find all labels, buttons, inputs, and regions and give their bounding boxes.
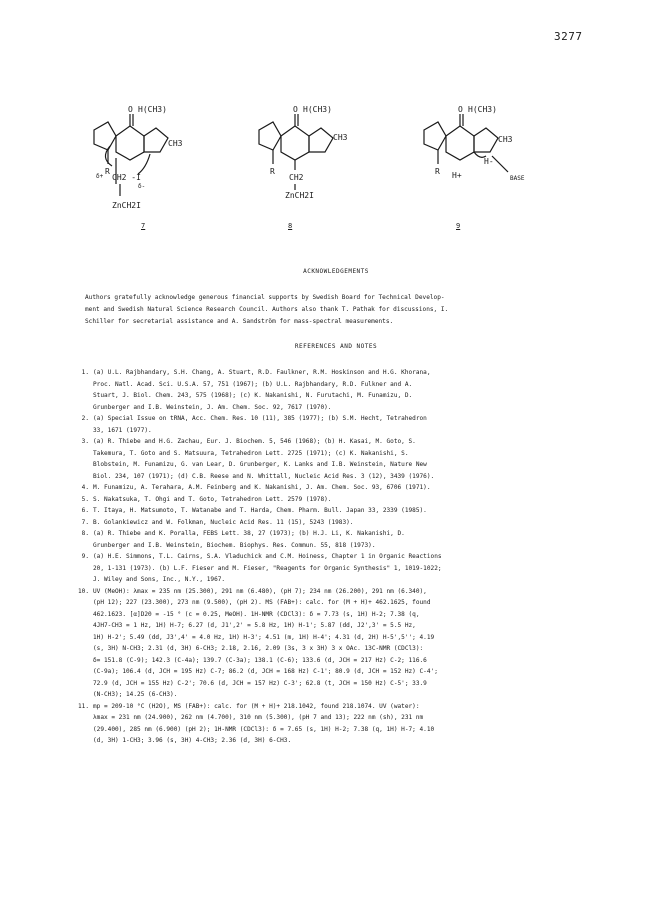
reference-item [78,367,538,413]
r-label: R [270,167,275,176]
reference-item [78,494,538,506]
reference-number: 10. [78,587,90,595]
h-plus-label: H+ [452,171,462,180]
reference-line: Grunberger and I.B. Weinstein, Biochem. Biophys. Res. Commun. 55, 818 (1973). [93,541,376,549]
references-list [78,367,538,747]
ch3-label: CH3 [168,139,183,148]
reference-line: Stuart, J. Biol. Chem. 243, 575 (1968); (c) K. Nakanishi, N. Furutachi, M. Funamizu, D. [93,392,413,399]
reference-line: Takemura, T. Goto and S. Matsuura, Tetrahedron Lett. 2725 (1971); (c) K. Nakanishi, S. [93,449,409,457]
reference-number: 2. [81,415,89,422]
ch3-label: CH3 [498,135,513,144]
ch2-label: CH2 [289,173,304,182]
reference-line: λmax = 231 nm (24.900), 262 nm (4.700), 310 nm (5.300), (pH 7 and 13); 222 nm (sh), 231 nm [93,714,424,721]
reference-item [78,436,538,482]
reference-line: UV (MeOH): λmax = 235 nm (25.300), 291 nm (6.480), (pH 7); 234 nm (26.200), 291 nm (6.340), [93,587,427,595]
reference-line: Grunberger and I.B. Weinstein, J. Am. Chem. Soc. 92, 7617 (1970). [93,403,332,411]
reference-number: 4. [81,484,89,491]
reference-item [78,528,538,551]
structure-9 [424,114,508,172]
reference-item [78,551,538,586]
reference-number: 3. [81,438,89,445]
reference-number: 6. [81,507,89,514]
ch2i-label: CH2 -I [112,173,141,182]
ack-line: Authors gratefully acknowledge generous financial supports by Swedish Board for Technical Develop- [85,294,445,301]
reference-item [78,505,538,517]
reference-line: (a) H.E. Simmons, T.L. Cairns, S.A. Vladuchick and C.M. Hoiness, Chapter 1 in Organic Reactions [93,553,442,560]
r-label: R [435,167,440,176]
reference-item [78,586,538,701]
oxygen-label: O [128,105,133,114]
reference-line: (d, 3H) 1-CH3; 3.96 (s, 3H) 4-CH3; 2.36 (d, 3H) 6-CH3. [93,737,292,744]
reference-line: J. Wiley and Sons, Inc., N.Y., 1967. [93,576,226,583]
reference-line: (a) R. Thiebe and H.G. Zachau, Eur. J. Biochem. 5, 546 (1968); (b) H. Kasai, M. Goto, S. [93,438,416,445]
reference-line: δ= 151.8 (C-9); 142.3 (C-4a); 139.7 (C-3a); 138.1 (C-6); 133.6 (d, JCH = 217 Hz) C-2; 116.6 [93,656,427,664]
reference-line: S. Nakatsuka, T. Ohgi and T. Goto, Tetrahedron Lett. 2579 (1978). [93,495,332,503]
hch3-label: H(CH3) [138,105,167,114]
reference-item [78,701,538,747]
reference-line: (C-9a); 106.4 (d, JCH = 195 Hz) C-7; 86.2 (d, JCH = 168 Hz) C-1'; 80.9 (d, JCH = 152 Hz) C-4'; [93,668,438,675]
chemical-structures-figure [80,100,560,240]
reference-line: 33, 1671 (1977). [93,426,152,434]
references-heading: REFERENCES AND NOTES [294,343,378,350]
reference-line: Blobstein, M. Funamizu, G. van Lear, D. Grunberger, K. Lanks and I.B. Weinstein, Nature New [93,461,427,468]
reference-line: 462.1623. [α]D20 = -15 ° (c = 0.25, MeOH). 1H-NMR (CDCl3): δ = 7.73 (s, 1H) H-2; 7.38 (q, [93,610,420,618]
reference-item [78,517,538,529]
reference-number: 5. [81,495,89,503]
reference-line: M. Funamizu, A. Terahara, A.M. Feinberg and K. Nakanishi, J. Am. Chem. Soc. 93, 6706 (1971). [93,484,431,491]
reference-number: 1. [81,369,89,376]
reference-line: 72.9 (d, JCH = 155 Hz) C-2'; 70.6 (d, JCH = 157 Hz) C-3'; 62.8 (t, JCH = 150 Hz) C-5'; 33.9 [93,679,427,687]
oxygen-label: O [293,105,298,114]
ch3-label: CH3 [333,133,348,142]
structure-7 [94,114,168,196]
ack-line: Schiller for secretarial assistance and A. Sandström for mass-spectral measurements. [85,317,394,325]
acknowledgements-text [85,292,525,327]
delta-plus-label: δ+ [96,173,104,180]
reference-line: Biol. 234, 107 (1971); (d) C.B. Reese and N. Whittall, Nucleic Acid Res. 3 (12), 3439 (1976). [93,472,435,480]
hch3-label: H(CH3) [468,105,497,114]
znch2i-label: ZnCH2I [285,191,314,200]
reference-item [78,413,538,436]
acknowledgements-heading: ACKNOWLEDGEMENTS [303,268,369,275]
compound-number-7: 7 [141,222,146,230]
reference-line: Proc. Natl. Acad. Sci. U.S.A. 57, 751 (1967); (b) U.L. Rajbhandary, R.D. Fulkner and A. [93,380,413,388]
reference-line: (a) Special Issue on tRNA, Acc. Chem. Res. 10 (11), 385 (1977); (b) S.M. Hecht, Tetrahedron [93,415,427,422]
compound-number-9: 9 [456,222,461,230]
znch2i-label: ZnCH2I [112,201,141,210]
reference-number: 9. [81,553,89,560]
reference-line: (N-CH3); 14.25 (6-CH3). [93,691,178,698]
reference-item [78,482,538,494]
reference-number: 8. [81,530,89,537]
page-number: 3277 [554,30,583,43]
h-minus-label: H- [484,157,494,166]
ack-line: ment and Swedish Natural Science Research Council. Authors also thank T. Pathak for discussions, I. [85,305,449,313]
r-label: R [105,167,110,176]
reference-line: 4JH7-CH3 = 1 Hz, 1H) H-7; 6.27 (d, J1',2' = 5.8 Hz, 1H) H-1'; 5.87 (dd, J2',3' = 5.5 Hz, [93,622,416,629]
delta-minus-label: δ- [138,183,146,190]
reference-line: (a) U.L. Rajbhandary, S.H. Chang, A. Stuart, R.D. Faulkner, R.M. Hoskinson and H.G. Khorana, [93,369,431,376]
reference-line: B. Golankiewicz and W. Folkman, Nucleic Acid Res. 11 (15), 5243 (1983). [93,518,354,526]
hch3-label: H(CH3) [303,105,332,114]
compound-number-8: 8 [288,222,293,230]
reference-line: mp = 209-10 °C (H2O), MS (FAB+): calc. for (M + H)+ 218.1042, found 218.1074. UV (water): [93,702,420,710]
reference-line: (a) R. Thiebe and K. Poralla, FEBS Lett. 38, 27 (1973); (b) H.J. Li, K. Nakanishi, D. [93,530,405,537]
reference-number: 7. [81,518,89,526]
reference-number: 11. [78,702,90,710]
base-label: BASE [510,175,525,182]
reference-line: 1H) H-2'; 5.49 (dd, J3',4' = 4.0 Hz, 1H) H-3'; 4.51 (m, 1H) H-4'; 4.31 (d, 2H) H-5',5''; 4.19 [93,633,435,641]
oxygen-label: O [458,105,463,114]
reference-line: T. Itaya, H. Matsumoto, T. Watanabe and T. Harda, Chem. Pharm. Bull. Japan 33, 2339 (1985). [93,507,427,514]
reference-line: (s, 3H) N-CH3; 2.31 (d, 3H) 6-CH3; 2.18, 2.16, 2.09 (3s, 3 x 3H) 3 x OAc. 13C-NMR (CDCl3): [93,645,424,652]
reference-line: (pH 12); 227 (23.300), 273 nm (9.500), (pH 2). MS (FAB+): calc. for (M + H)+ 462.1625, found [93,599,431,606]
reference-line: (29.400), 285 nm (6.900) (pH 2); 1H-NMR (CDCl3): δ = 7.65 (s, 1H) H-2; 7.38 (q, 1H) H-7; 4.10 [93,725,435,733]
reference-line: 20, 1-131 (1973). (b) L.F. Fieser and M. Fieser, "Reagents for Organic Synthesis" 1, 1019-1022; [93,564,442,572]
